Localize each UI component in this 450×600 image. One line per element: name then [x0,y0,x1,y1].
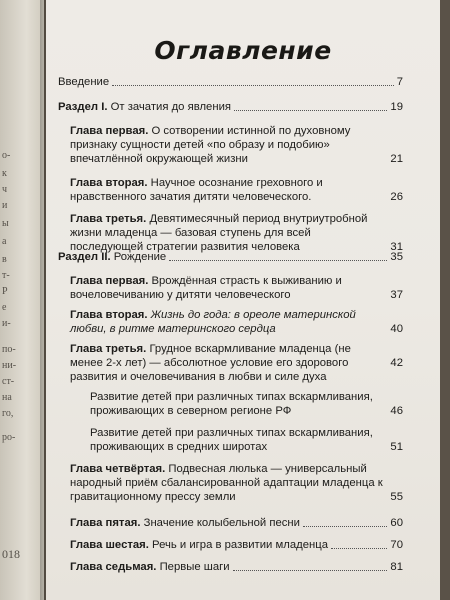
page-fragment: Р [2,286,8,297]
page-fragment: ы [2,218,9,229]
entry-text: От зачатия до явления [110,101,231,113]
entry-label: Глава вторая. [70,177,148,189]
page-fragment: ст- [2,376,15,387]
entry-label: Глава седьмая. [70,561,157,573]
toc-entry[interactable] [70,462,403,504]
toc-subentry[interactable] [90,390,403,418]
entry-text: Речь и игра в развитии младенца [152,539,328,551]
page-fragment: ни- [2,360,17,371]
toc-subentry[interactable] [90,426,403,454]
entry-page: 55 [390,491,403,503]
entry-page: 7 [396,76,403,88]
page-fragment: по- [2,344,16,355]
page-fragment: и- [2,318,11,329]
toc-entry[interactable] [58,250,403,264]
entry-page: 81 [390,561,403,573]
entry-text: Научное осознание греховного и нравственного зачатия дитяти человеческого. [70,177,323,203]
entry-label: Глава третья. [70,343,147,355]
entry-text: Девятимесячный период внутриутробной жизни младенца — базовая ступень для всей последующей стратегии развития человека [70,213,368,253]
entry-text: Развитие детей при различных типах вскармливания, проживающих в средних широтах [90,427,373,453]
entry-label: Глава первая. [70,275,149,287]
page-fragment: т- [2,270,10,281]
page-fragment: о- [2,150,11,161]
toc-page [46,0,440,600]
page-fragment: а [2,236,7,247]
toc-entry[interactable] [70,560,403,574]
entry-text: Введение [58,76,110,88]
entry-page: 70 [390,539,403,551]
entry-page: 46 [390,405,403,417]
entry-page: 19 [390,101,403,113]
page-fragment: ро- [2,432,16,443]
page-fragment: е [2,302,7,313]
entry-label: Глава шестая. [70,539,149,551]
entry-text: Значение колыбельной песни [143,517,300,529]
entry-text: Первые шаги [159,561,230,573]
page-fragment: в [2,254,7,265]
entry-page: 26 [390,191,403,203]
entry-page: 31 [390,241,403,253]
entry-text: Грудное вскармливание младенца (не менее 2-х лет) — абсолютное условие его здорового развития и очеловечивания в любви и силе духа [70,343,351,383]
entry-page: 35 [390,251,403,263]
entry-page: 60 [390,517,403,529]
page-fragment: го, [2,408,14,419]
entry-page: 21 [390,153,403,165]
entry-text: Развитие детей при различных типах вскармливания, проживающих в северном регионе РФ [90,391,373,417]
entry-label: Раздел I. [58,101,108,113]
toc-entry[interactable] [70,176,403,204]
entry-label: Глава третья. [70,213,147,225]
page-fragment: к [2,168,7,179]
toc-entry[interactable] [58,75,403,89]
toc-entry[interactable] [70,212,403,254]
toc-entry[interactable] [70,538,403,552]
entry-text: Врождённая страсть к выживанию и вочеловечиванию у дитяти человеческого [70,275,342,301]
toc-entry[interactable] [70,274,403,302]
toc-entry[interactable] [70,124,403,166]
entry-label: Глава четвёртая. [70,463,166,475]
entry-text: Жизнь до года: в ореоле материнской любви, в ритме материнского сердца [70,309,356,335]
entry-text: Подвесная люлька — универсальный народный приём сбалансированной адаптации младенца к гравитационному прессу земли [70,463,383,503]
page-fragment: и [2,200,8,211]
page-fragment: ч [2,184,8,195]
toc-entry[interactable] [70,516,403,530]
entry-page: 40 [390,323,403,335]
toc-entry[interactable] [70,308,403,336]
entry-text: О сотворении истинной по духовному признаку сущности детей «по образу и подобию» впечатлённой окружающей жизни [70,125,351,165]
entry-label: Глава вторая. [70,309,148,321]
previous-page-edge [0,0,44,600]
entry-label: Глава пятая. [70,517,141,529]
page-fragment: 018 [2,547,20,561]
toc-entry[interactable] [58,100,403,114]
toc-entry[interactable] [70,342,403,384]
entry-label: Глава первая. [70,125,149,137]
entry-page: 51 [390,441,403,453]
page-fragment: на [2,392,12,403]
entry-label: Раздел II. [58,251,111,263]
entry-page: 42 [390,357,403,369]
entry-text: Рождение [113,251,167,263]
page-title: Оглавление [154,36,332,65]
entry-page: 37 [390,289,403,301]
